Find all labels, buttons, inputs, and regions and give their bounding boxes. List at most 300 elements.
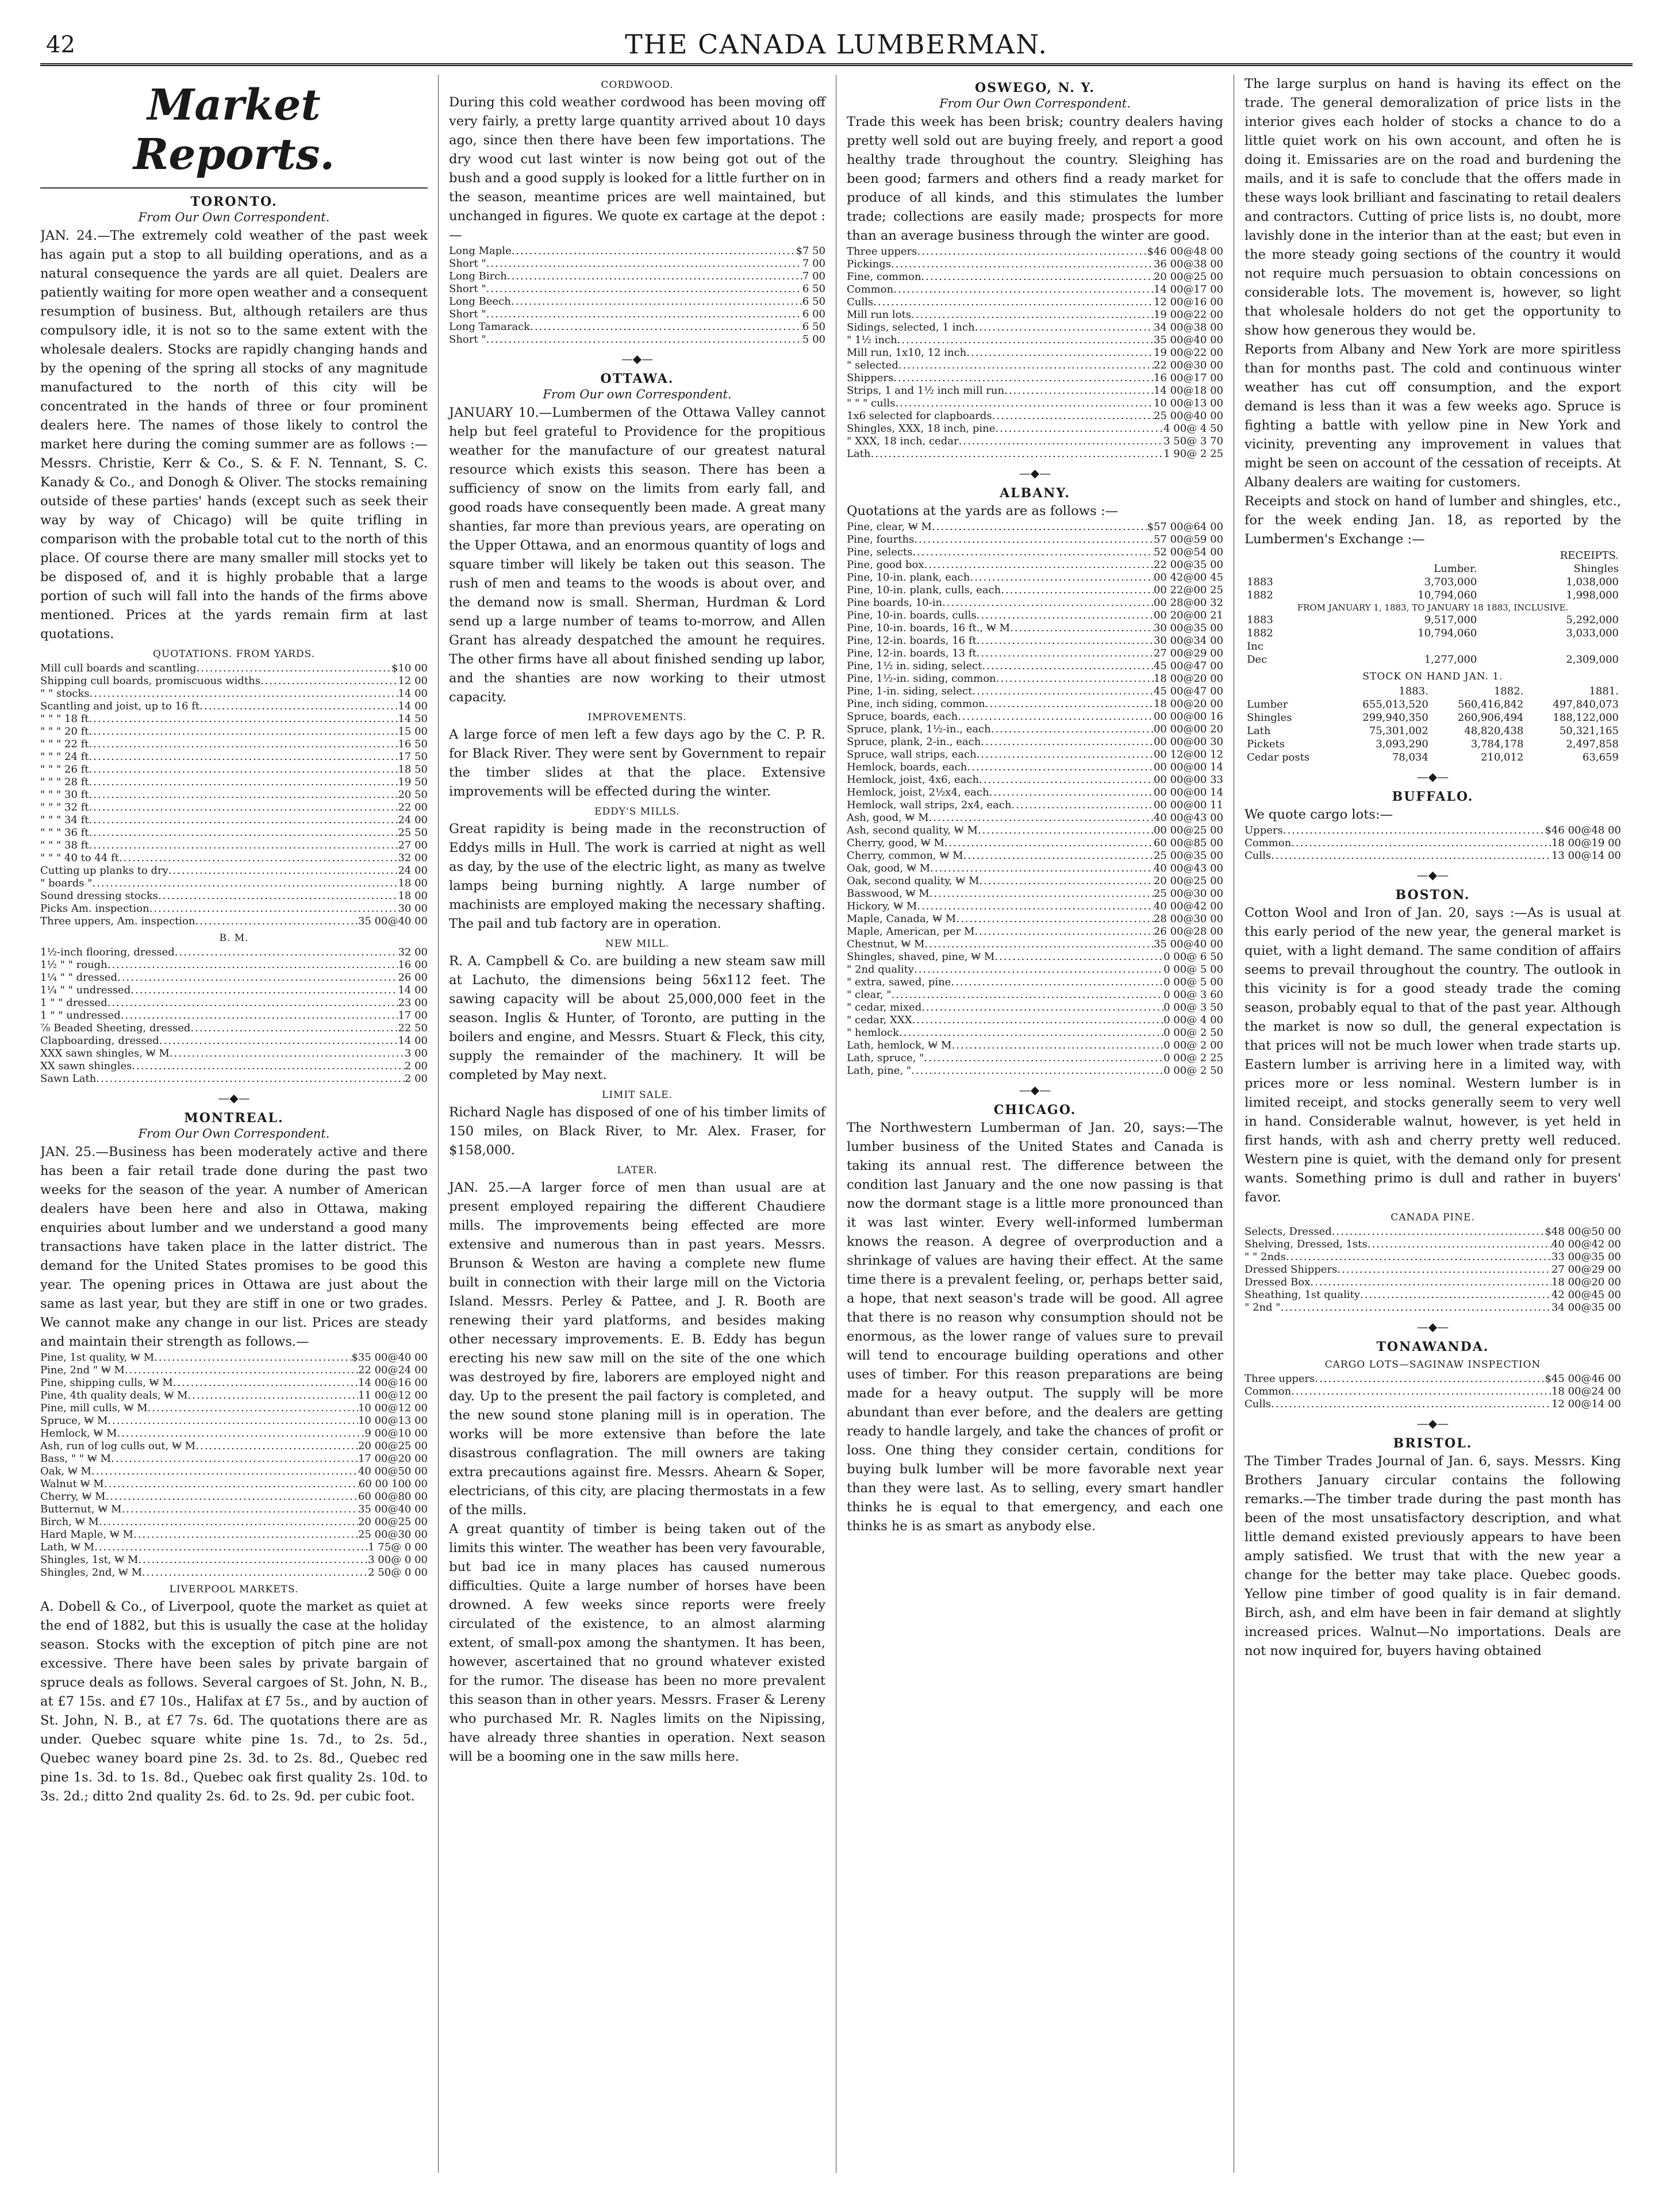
quote-row bbox=[1245, 1385, 1621, 1398]
quote-row bbox=[847, 1065, 1223, 1077]
quote-row bbox=[40, 1453, 428, 1465]
quote-item: Common bbox=[847, 283, 894, 295]
quote-price: 27 00 bbox=[398, 839, 428, 851]
chicago-body-4: Receipts and stock on hand of lumber and shingles, etc., for the week ending Jan. 18, as reported by the Lumbermen's Exchange :— bbox=[1245, 494, 1621, 547]
quote-item: Pine, 4th quality deals, ₩ M bbox=[40, 1389, 188, 1401]
quote-row bbox=[847, 533, 1223, 546]
quote-price: $48 00@50 00 bbox=[1545, 1226, 1621, 1238]
ottawa-body: JANUARY 10.—Lumbermen of the Ottawa Valley cannot help but feel grateful to Providence for the propitious weather for the manufacture of our greatest natural resource which exists this season. There has been a sufficiency of snow on the limits from early fall, and good roads have consequently been made. A great many shanties, far more than previous years, are operating on the Upper Ottawa, and an enormous quantity of logs and square timber will likely be taken out this season. The rush of men and teams to the woods is about over, and the demand now is small. Sherman, Hurdman & Lord send up a large number of teams to-morrow, and Allen Grant has already despatched the amount he requires. The other firms have all about finished sending up labor, and the shanties are now working to their utmost capacity. bbox=[449, 405, 825, 705]
quote-item: Hemlock, ₩ M bbox=[40, 1427, 117, 1439]
quote-row bbox=[40, 1377, 428, 1389]
quote-row bbox=[847, 372, 1223, 385]
oswego-subtitle: From Our Own Correspondent. bbox=[939, 97, 1131, 110]
quote-item: Common bbox=[1245, 1385, 1292, 1397]
quote-item: Long Birch bbox=[449, 270, 507, 282]
quote-row bbox=[847, 584, 1223, 597]
receipts-year: 1883 bbox=[1247, 576, 1273, 588]
dec-label: Dec bbox=[1247, 654, 1268, 666]
quote-row bbox=[1245, 1251, 1621, 1264]
quote-item: Pine, 1½-in. siding, common bbox=[847, 673, 996, 685]
quote-row bbox=[847, 1001, 1223, 1014]
quote-item: Pine, 10-in. plank, each bbox=[847, 571, 970, 583]
quote-row bbox=[847, 723, 1223, 736]
ottawa-title: OTTAWA. bbox=[600, 371, 674, 386]
quote-item: Pine, good box bbox=[847, 559, 924, 571]
quote-price: 35 00@40 00 bbox=[1153, 938, 1223, 950]
quote-price: $46 00@48 00 bbox=[1545, 824, 1621, 836]
receipts-shingles: 1,998,000 bbox=[1566, 589, 1619, 601]
quote-price: 18 00@20 00 bbox=[1551, 1276, 1621, 1288]
quote-price: 32 00 bbox=[398, 946, 428, 958]
quote-row bbox=[1245, 837, 1621, 850]
quote-item: 1 " " dressed bbox=[40, 997, 107, 1009]
quote-item: Culls bbox=[1245, 850, 1272, 862]
oswego-quotes bbox=[847, 245, 1223, 460]
quote-item: Hemlock, joist, 2½x4, each bbox=[847, 786, 989, 798]
quote-row bbox=[847, 875, 1223, 888]
quote-row bbox=[40, 852, 428, 865]
quote-price: 14 50 bbox=[398, 713, 428, 725]
ottawa-subtitle: From Our own Correspondent. bbox=[543, 387, 732, 401]
quote-row bbox=[40, 738, 428, 751]
quote-row bbox=[847, 862, 1223, 875]
quote-price: 0 00@ 4 00 bbox=[1163, 1014, 1223, 1026]
quote-price: 15 00 bbox=[398, 725, 428, 738]
quote-item: Lath, ₩ M bbox=[40, 1541, 95, 1553]
quote-price: 0 00@ 2 00 bbox=[1163, 1039, 1223, 1051]
quote-row bbox=[40, 877, 428, 890]
quote-item: Sawn Lath bbox=[40, 1073, 97, 1085]
stock-year-3: 1881. bbox=[1589, 685, 1619, 697]
quote-price: 0 00@ 3 50 bbox=[1163, 1001, 1223, 1013]
quote-row bbox=[847, 736, 1223, 748]
quote-row bbox=[40, 984, 428, 997]
quote-price: 7 00 bbox=[802, 270, 825, 282]
quote-row bbox=[40, 1503, 428, 1516]
quote-item: Dressed Box bbox=[1245, 1276, 1311, 1288]
quote-price: 00 00@00 20 bbox=[1153, 723, 1223, 735]
quote-price: 18 00 bbox=[398, 877, 428, 889]
stock-table bbox=[1245, 685, 1621, 764]
quote-row bbox=[40, 1541, 428, 1554]
stock-row bbox=[1245, 738, 1621, 751]
quote-row bbox=[40, 763, 428, 776]
quote-row bbox=[1245, 1238, 1621, 1251]
quote-price: 1 75@ 0 00 bbox=[368, 1541, 428, 1553]
quote-price: 30 00@35 00 bbox=[1153, 622, 1223, 634]
quote-row bbox=[847, 635, 1223, 647]
toronto-quotes-heading: QUOTATIONS. FROM YARDS. bbox=[152, 648, 316, 660]
quote-item: " hemlock bbox=[847, 1027, 899, 1039]
quote-price: 19 50 bbox=[398, 776, 428, 788]
quote-price: 3 00@ 0 00 bbox=[368, 1554, 428, 1566]
quote-item: " " " 40 to 44 ft bbox=[40, 852, 119, 864]
quote-row bbox=[449, 283, 825, 295]
quote-item: " " " 20 ft bbox=[40, 725, 89, 738]
quote-row bbox=[847, 837, 1223, 850]
cordwood-body: During this cold weather cordwood has been moving off very fairly, a pretty large quantity arrived about 10 days ago, since then there have been few importations. The dry wood cut last winter is now being got out of the bush and a good supply is looked for a little further on in the season, meantime prices are well maintained, but unchanged in figures. We quote ex cartage at the depot :— bbox=[449, 95, 825, 243]
quote-row bbox=[1245, 1289, 1621, 1301]
quote-row bbox=[847, 748, 1223, 761]
quote-row bbox=[449, 333, 825, 346]
quote-item: 1 " " undressed bbox=[40, 1009, 121, 1021]
quote-price: 00 00@00 14 bbox=[1153, 786, 1223, 798]
quote-item: Cherry, ₩ M bbox=[40, 1491, 106, 1503]
receipts-rows bbox=[1245, 575, 1621, 602]
quote-price: 14 00@18 00 bbox=[1153, 385, 1223, 397]
receipts-row bbox=[1245, 575, 1621, 589]
stock-row bbox=[1245, 724, 1621, 738]
quote-item: Cherry, good, ₩ M bbox=[847, 837, 944, 849]
quote-item: Lath bbox=[847, 448, 871, 460]
quote-row bbox=[847, 423, 1223, 435]
quote-row bbox=[847, 296, 1223, 309]
page-number: 42 bbox=[46, 32, 75, 58]
quote-price: 40 00@42 00 bbox=[1551, 1238, 1621, 1250]
quote-item: Sidings, selected, 1 inch bbox=[847, 321, 975, 333]
quote-price: $57 00@64 00 bbox=[1147, 521, 1223, 533]
quote-item: Dressed Shippers bbox=[1245, 1264, 1338, 1276]
quote-row bbox=[847, 951, 1223, 963]
stock-c: 63,659 bbox=[1583, 751, 1619, 763]
quote-price: 4 00@ 4 50 bbox=[1163, 423, 1223, 435]
dec-lumber: 1,277,000 bbox=[1424, 654, 1477, 666]
quote-row bbox=[847, 309, 1223, 321]
col-lumber: Lumber. bbox=[1434, 563, 1477, 575]
quote-item: Shippers bbox=[847, 372, 894, 384]
quote-item: " selected bbox=[847, 359, 898, 371]
tonawanda-sub: CARGO LOTS—SAGINAW INSPECTION bbox=[1324, 1359, 1541, 1370]
quote-price: 24 00 bbox=[398, 865, 428, 877]
quote-row bbox=[40, 1047, 428, 1060]
boston-body: Cotton Wool and Iron of Jan. 20, says :—As is usual at this early period of the new year, the general market is quiet, with a light demand. The same condition of affairs seems to prevail throughout the country. The outlook in this vicinity is for a good steady trade the coming season, probably equal to that of the past year. Although the market is now so dull, the general expectation is that prices will not be much lower when trade starts up. Eastern lumber is arriving here in a limited way, with prices more or less nominal. Western lumber is in limited receipt, and stocks generally seem to very well in hand. Considerable walnut, however, is yet held in first hands, with ash and cherry pretty well reduced. Western pine is quiet, with the demand only for present wants. Something primo is dull and rather in buyers' favor. bbox=[1245, 905, 1621, 1205]
quote-price: 18 00@20 00 bbox=[1153, 698, 1223, 710]
quote-row bbox=[847, 1014, 1223, 1027]
limit-title: LIMIT SALE. bbox=[602, 1089, 673, 1101]
newmill-title: NEW MILL. bbox=[605, 938, 670, 950]
quote-item: Fine, common bbox=[847, 271, 921, 283]
quote-item: " " " 18 ft bbox=[40, 713, 89, 725]
quote-price: 6 50 bbox=[802, 295, 825, 308]
quote-price: 45 00@47 00 bbox=[1153, 685, 1223, 697]
column-3: OSWEGO, N. Y. From Our Own Correspondent. Trade this week has been brisk; country dealers having pretty well sold out are buying freely, and report a good healthy trade throughout the country. Sleighing has been good; farmers and others find a ready market for produce of all kinds, and this stimulates the lumber trade; collections are easily made; prospects for more than an average business through the winter are good. Three uppers ..... $46 00@48 00 Pickings ..... 36 00@38 00 Fine, common ..... 20 00@25 00 Common ..... 14 00@17 00 Culls ..... 12 00@16 00 Mill run lots ..... 19 00@22 00 Sidings, selected, 1 inch ..... 34 00@38 00 " 1½ inch ..... 35 00@40 00 Mill run, 1x10, 12 inch ..... 19 00@22 00 " selected ..... 22 00@30 00 Shippers ..... 16 00@17 00 Strips, 1 and 1½ inch mill run ..... 14 00@18 00 " " " culls ..... 10 00@13 00 1x6 selected for clapboards ..... 25 00@40 00 Shingles, XXX, 18 inch, pine ..... 4 00@ 4 50 " XXX, 18 inch, cedar ..... 3 50@ 3 70 Lath ..... 1 90@ 2 25 —◆— ALBANY. Quotations at the yards are as follows :— Pine, clear, ₩ M ..... $57 00@64 00 Pine, fourths ..... 57 00@59 00 Pine, selects ..... 52 00@54 00 Pine, good box ..... 22 00@35 00 Pine, 10-in. plank, each ..... 00 42@00 45 Pine, 10-in. plank, culls, each ..... 00 22@00 25 Pine boards, 10-in ..... 00 28@00 32 Pine, 10-in. boards, culls ..... 00 20@00 21 Pine, 10-in. boards, 16 ft., ₩ M ..... 30 00@35 00 Pine, 12-in. boards, 16 ft ..... 30 00@34 00 Pine, 12-in. boards, 13 ft ..... 27 00@29 00 Pine, 1½ in. siding, select ..... 45 00@47 00 Pine, 1½-in. siding, common ..... 18 00@20 00 Pine, 1-in. siding, select ..... 45 00@47 00 Pine, inch siding, common ..... 18 00@20 00 Spruce, boards, each ..... 00 00@00 16 Spruce, plank, 1½-in., each ..... 00 00@00 20 Spruce, plank, 2-in., each ..... 00 00@00 30 Spruce, wall strips, each ..... 00 12@00 12 Hemlock, boards, each ..... 00 00@00 14 Hemlock, joist, 4x6, each ..... 00 00@00 33 Hemlock, joist, 2½x4, each ..... 00 00@00 14 Hemlock, wall strips, 2x4, each ..... 00 00@00 11 Ash, good, ₩ M ..... 40 00@43 00 Ash, second quality, ₩ M ..... 00 00@25 00 Cherry, good, ₩ M ..... 60 00@85 00 Cherry, common, ₩ M ..... 25 00@35 00 Oak, good, ₩ M ..... 40 00@43 00 Oak, second quality, ₩ M ..... 20 00@25 00 Basswood, ₩ M ..... 25 00@30 00 Hickory, ₩ M ..... 40 00@42 00 Maple, Canada, ₩ M ..... 28 00@30 00 Maple, American, per M ..... 26 00@28 00 Chestnut, ₩ M ..... 35 00@40 00 Shingles, shaved, pine, ₩ M ..... 0 00@ 6 50 " 2nd quality ..... 0 00@ 5 00 " extra, sawed, pine ..... 0 00@ 5 00 " clear, " ..... 0 00@ 3 60 " cedar, mixed ..... 0 00@ 3 50 " cedar, XXX ..... 0 00@ 4 00 " hemlock ..... 0 00@ 2 50 Lath, hemlock, ₩ M ..... 0 00@ 2 00 Lath, spruce, " ..... 0 00@ 2 25 Lath, pine, " ..... 0 00@ 2 50 —◆— CHICAGO. The Northwestern Lumberman of Jan. 20, says:—The lumber business of the United States and Canada is taking its annual rest. The difference between the condition last January and the one now passing is that now the dormant stage is a little more pronounced than it was last winter. Every well-informed lumberman knows the reason. A degree of overproduction and a shrinkage of values are having their effect. At the same time there is a prevalent feeling, or, perhaps better said, a hope, that next season's trade will be good. All agree that there is no reason why consumption should not be enormous, as the lower range of values sure to prevail will tend to encourage building operations and other uses of timber. For this reason preparations are being made for a heavy output. The supply will be more abundant than ever before, and the dealers are getting ready to handle largely, and take the chances of profit or loss. One thing they consider certain, conditions for buying bulk lumber will be more favorable next year than they were last. As to selling, every smart handler thinks he is equal to that emergency, and each one thinks he is as smart as anybody else. bbox=[836, 75, 1234, 2173]
stock-row bbox=[1245, 698, 1621, 711]
quote-item: ⅞ Beaded Sheeting, dressed bbox=[40, 1022, 191, 1034]
quote-item: Shingles, shaved, pine, ₩ M bbox=[847, 951, 995, 963]
quote-price: 0 00@ 2 50 bbox=[1163, 1065, 1223, 1077]
quote-row bbox=[847, 913, 1223, 925]
quote-item: Shelving, Dressed, 1sts bbox=[1245, 1238, 1368, 1250]
quote-item: Pine, 1-in. siding, select bbox=[847, 685, 973, 697]
receipts-year: 1882 bbox=[1247, 627, 1273, 639]
quote-item: Strips, 1 and 1½ inch mill run bbox=[847, 385, 1005, 397]
quote-row bbox=[847, 571, 1223, 584]
montreal-quotes bbox=[40, 1351, 428, 1579]
quote-price: 14 00 bbox=[398, 700, 428, 712]
quote-price: 25 00@40 00 bbox=[1153, 410, 1223, 422]
quote-item: Hemlock, joist, 4x6, each bbox=[847, 774, 980, 786]
quote-price: 3 00 bbox=[404, 1047, 428, 1059]
quote-item: Birch, ₩ M bbox=[40, 1516, 99, 1528]
quote-item: Long Tamarack bbox=[449, 321, 531, 333]
quote-row bbox=[40, 1516, 428, 1529]
quote-price: 2 00 bbox=[404, 1060, 428, 1072]
quote-item: " " " 36 ft bbox=[40, 827, 89, 839]
quote-price: 19 00@22 00 bbox=[1153, 347, 1223, 359]
quote-item: Pine, 10-in. plank, culls, each bbox=[847, 584, 1001, 596]
eddys-body: Great rapidity is being made in the reconstruction of Eddys mills in Hull. The work is carried at night as well as day, by the use of the electric light, as many as twelve lamps being burning nightly. A large number of machinists are employed making the necessary shafting. The pail and tub factory are in operation. bbox=[449, 821, 825, 931]
quote-price: 34 00@38 00 bbox=[1153, 321, 1223, 333]
quote-row bbox=[847, 271, 1223, 283]
quote-row bbox=[40, 675, 428, 688]
quote-price: 40 00@42 00 bbox=[1153, 900, 1223, 912]
montreal-title: MONTREAL. bbox=[184, 1111, 284, 1126]
quote-row bbox=[1245, 1264, 1621, 1276]
quote-price: 11 00@12 00 bbox=[358, 1389, 428, 1401]
quote-item: Basswood, ₩ M bbox=[847, 888, 930, 900]
later-title: LATER. bbox=[617, 1165, 658, 1176]
liverpool-title: LIVERPOOL MARKETS. bbox=[169, 1584, 299, 1595]
quote-row bbox=[847, 521, 1223, 533]
newspaper-page bbox=[40, 29, 1633, 2173]
quote-item: Pine, 1½ in. siding, select bbox=[847, 660, 982, 672]
quote-row bbox=[40, 946, 428, 959]
quote-item: Uppers bbox=[1245, 824, 1283, 836]
quote-item: Pine, mill culls, ₩ M bbox=[40, 1402, 148, 1414]
quote-price: 25 00@30 00 bbox=[1153, 888, 1223, 900]
quote-item: Maple, American, per M bbox=[847, 925, 975, 938]
quote-price: 12 00@14 00 bbox=[1551, 1398, 1621, 1410]
quote-row bbox=[847, 673, 1223, 685]
stock-item: Lath bbox=[1247, 725, 1271, 737]
receipts-lumber: 10,794,060 bbox=[1418, 627, 1477, 639]
quote-row bbox=[847, 685, 1223, 698]
quote-item: " 2nd quality bbox=[847, 963, 915, 976]
stock-b: 48,820,438 bbox=[1464, 725, 1524, 737]
quote-price: 0 00@ 3 60 bbox=[1163, 989, 1223, 1001]
quote-row bbox=[847, 799, 1223, 812]
quote-price: 60 00@85 00 bbox=[1153, 837, 1223, 849]
quote-price: 26 00 bbox=[398, 971, 428, 984]
quote-item: Pine, selects bbox=[847, 546, 913, 558]
quote-price: 18 00@24 00 bbox=[1551, 1385, 1621, 1397]
quote-price: 14 00@16 00 bbox=[358, 1377, 428, 1389]
quote-row bbox=[40, 1554, 428, 1566]
quote-price: 6 50 bbox=[802, 283, 825, 295]
toronto-bm-quotes bbox=[40, 946, 428, 1085]
receipts-label: RECEIPTS. bbox=[1560, 550, 1619, 562]
quote-price: 14 00@17 00 bbox=[1153, 283, 1223, 295]
quote-item: Short " bbox=[449, 308, 486, 320]
quote-row bbox=[40, 971, 428, 984]
quote-item: XX sawn shingles bbox=[40, 1060, 132, 1072]
quote-row bbox=[449, 295, 825, 308]
albany-intro: Quotations at the yards are as follows :— bbox=[847, 504, 1119, 519]
quote-price: 17 50 bbox=[398, 751, 428, 763]
quote-price: 27 00@29 00 bbox=[1153, 647, 1223, 659]
quote-price: 6 50 bbox=[802, 321, 825, 333]
quote-row bbox=[847, 963, 1223, 976]
stock-row bbox=[1245, 711, 1621, 724]
receipts-row bbox=[1245, 613, 1621, 627]
quote-item: Spruce, wall strips, each bbox=[847, 748, 977, 761]
stock-item: Shingles bbox=[1247, 712, 1292, 724]
chicago-title: CHICAGO. bbox=[993, 1103, 1077, 1117]
quote-price: 10 00@13 00 bbox=[1153, 397, 1223, 409]
quote-price: 0 00@ 2 50 bbox=[1163, 1027, 1223, 1039]
quote-row bbox=[1245, 850, 1621, 862]
quote-price: 00 00@00 11 bbox=[1153, 799, 1223, 811]
quote-price: 18 00@20 00 bbox=[1153, 673, 1223, 685]
quote-item: Selects, Dressed bbox=[1245, 1226, 1332, 1238]
quote-row bbox=[847, 698, 1223, 711]
stock-a: 75,301,002 bbox=[1369, 725, 1428, 737]
quote-item: " clear, " bbox=[847, 989, 892, 1001]
quote-price: 32 00 bbox=[398, 852, 428, 864]
quote-item: Picks Am. inspection bbox=[40, 903, 149, 915]
quote-row bbox=[847, 976, 1223, 989]
column-4: The large surplus on hand is having its effect on the trade. The general demoralization of price lists in the interior gives each holder of stocks a chance to do a little quiet work on his own account, and often he is doing it. Emissaries are on the road and burdening the mails, and it is safe to conclude that the offers made in these ways look brilliant and fascinating to retail dealers and contractors. Cutting of price lists is, no doubt, more lavishly done in the interior than at the east; but even in the more steady going sections of the country it would not require much persuasion to obtain concessions on considerable lots. The movement is, however, so light that wholesale holders do not get the opportunity to show how generous they would be. Reports from Albany and New York are more spiritless than for months past. The cold and continuous winter weather has cut off consumption, and the export demand is less than it was a few weeks ago. Spruce is fighting a battle with yellow pine in New York and vicinity, preventing any improvement in values that might be seen on account of the cessation of receipts. At Albany dealers are waiting for customers. Receipts and stock on hand of lumber and shingles, etc., for the week ending Jan. 18, as reported by the Lumbermen's Exchange :— RECEIPTS. Lumber. Shingles 1883 3,703,000 1,038,000 1882 10,794,060 1,998,000 FROM JANUARY 1, 1883, TO JANUARY 18 1883, INCLUSIVE. 1883 9,517,000 5,292,000 1882 10,794,060 3,033,000 Inc Dec 1,277,000 2,309,000 STOCK ON HAND JAN. 1. 1883. 1882. 1881. Lumber 655,013,520 560,416,842 497,840,073 Shingles 299,940,350 260,906,494 188,122,000 Lath 75,301,002 48,820,438 50,321,165 Pickets 3,093,290 3,784,178 2,497,858 Cedar posts 78,034 210,012 63,659 —◆— BUFFALO. We quote cargo lots:— Uppers ..... $46 00@48 00 Common ..... 18 00@19 00 Culls ..... 13 00@14 00 —◆— BOSTON. Cotton Wool and Iron of Jan. 20, says :—As is usual at this early period of the new year, the general market is quiet, with a light demand. The same condition of affairs seems to prevail throughout the country. The outlook in this vicinity is for a good steady trade the coming season, probably equal to that of the past year. Although the market is now so dull, the general expectation is that prices will not be much lower when trade starts up. Eastern lumber is arriving here in a limited way, with prices more or less nominal. Western lumber is in limited receipt, and stocks generally seem to very well in hand. Considerable walnut, however, is yet held in first hands, with ash and cherry pretty well reduced. Western pine is quiet, with the demand only for present wants. Something primo is dull and rather in buyers' favor. CANADA PINE. Selects, Dressed ..... $48 00@50 00 Shelving, Dressed, 1sts ..... 40 00@42 00 " " 2nds ..... 33 00@35 00 Dressed Shippers ..... 27 00@29 00 Dressed Box ..... 18 00@20 00 Sheathing, 1st quality ..... 42 00@45 00 " 2nd " ..... 34 00@35 00 —◆— TONAWANDA. CARGO LOTS—SAGINAW INSPECTION Three uppers ..... $45 00@46 00 Common ..... 18 00@24 00 Culls ..... 12 00@14 00 —◆— BRISTOL. The Timber Trades Journal of Jan. 6, says. Messrs. King Brothers January circular contains the following remarks.—The timber trade during the past month has been of the most unsatisfactory description, and what little demand existed previously appears to have been amply satisfied. We trust that with the new year a change for the better may take place. Quebec goods. Yellow pine timber of good quality is in fair demand. Birch, ash, and elm have been in fair demand at slightly increased prices. Walnut—No importations. Deals are not now inquired for, buyers having obtained bbox=[1234, 75, 1631, 2173]
quote-item: " " stocks bbox=[40, 688, 90, 700]
quote-item: Shingles, 2nd, ₩ M bbox=[40, 1566, 143, 1579]
quote-row bbox=[847, 258, 1223, 271]
quote-price: 33 00@35 00 bbox=[1551, 1251, 1621, 1263]
stock-a: 299,940,350 bbox=[1362, 712, 1428, 724]
quote-price: 16 00 bbox=[398, 959, 428, 971]
quote-row bbox=[449, 245, 825, 258]
stock-row bbox=[1245, 751, 1621, 764]
cordwood-title: CORDWOOD. bbox=[601, 79, 674, 91]
quote-item: 1x6 selected for clapboards bbox=[847, 410, 992, 422]
quote-item: Pine, fourths bbox=[847, 533, 915, 546]
quote-price: 25 00@30 00 bbox=[358, 1529, 428, 1541]
quote-price: 00 12@00 12 bbox=[1153, 748, 1223, 761]
quote-item: Shingles, XXX, 18 inch, pine bbox=[847, 423, 996, 435]
quote-price: 22 00 bbox=[398, 801, 428, 813]
quote-row bbox=[847, 283, 1223, 296]
quote-row bbox=[40, 713, 428, 725]
quote-item: 1½ " " rough bbox=[40, 959, 107, 971]
quote-price: 40 00@43 00 bbox=[1153, 812, 1223, 824]
quote-row bbox=[40, 1440, 428, 1453]
quote-row bbox=[847, 609, 1223, 622]
quote-price: 24 00 bbox=[398, 814, 428, 826]
quote-price: 17 00 bbox=[398, 1009, 428, 1021]
quote-price: 22 00@24 00 bbox=[358, 1364, 428, 1376]
quote-row bbox=[847, 938, 1223, 951]
quote-row bbox=[1245, 824, 1621, 837]
quote-row bbox=[847, 397, 1223, 410]
stock-c: 497,840,073 bbox=[1553, 698, 1619, 711]
toronto-body: JAN. 24.—The extremely cold weather of the past week has again put a stop to all building operations, and as a natural consequence the yards are all quiet. Dealers are patiently waiting for more open weather and a consequent resumption of business. But, although retailers are thus compulsory idle, it is not so to the same extent with the wholesale dealers. Stocks are rapidly changing hands and by the opening of the spring all stocks of any magnitude manufactured to the north of this city will be concentrated in the hands of three or four prominent dealers here. The names of those likely to control the market here during the coming summer are as follows :—Messrs. Christie, Kerr & Co., S. & F. N. Tennant, S. C. Kanady & Co., and Donogh & Oliver. The stocks remaining outside of these parties' hands (except such as seek their way by way of Chicago) will be quite trifling in comparison with the probable total cut to the north of this place. Of course there are many smaller mill stocks yet to be disposed of, and it is highly probable that a large portion of such will fall into the hands of the firms above mentioned. Prices at the yards remain firm at last quotations. bbox=[40, 228, 428, 642]
market-reports-heading: Market Reports. bbox=[133, 80, 335, 179]
quote-row bbox=[847, 359, 1223, 372]
newmill-body: R. A. Campbell & Co. are building a new steam saw mill at Lachuto, the dimensions being 56x112 feet. The sawing capacity will be about 25,000,000 feet in the season. Inglis & Hunter, of Toronto, are putting in the boilers and engine, and Messrs. Stuart & Fleck, this city, supply the remainder of the machinery. It will be completed by May next. bbox=[449, 954, 825, 1082]
quote-price: 6 00 bbox=[802, 308, 825, 320]
quote-row bbox=[449, 308, 825, 321]
quote-row bbox=[1245, 1373, 1621, 1385]
quote-price: 34 00@35 00 bbox=[1551, 1301, 1621, 1314]
quote-price: 00 22@00 25 bbox=[1153, 584, 1223, 596]
toronto-bm-heading: B. M. bbox=[219, 932, 249, 944]
quote-row bbox=[847, 1039, 1223, 1052]
quote-item: Lath, spruce, " bbox=[847, 1052, 924, 1064]
quote-item: Spruce, boards, each bbox=[847, 711, 958, 723]
quote-price: 7 00 bbox=[802, 258, 825, 270]
quote-item: " XXX, 18 inch, cedar bbox=[847, 435, 959, 447]
quote-item: Spruce, ₩ M bbox=[40, 1415, 108, 1427]
quote-price: 40 00@43 00 bbox=[1153, 862, 1223, 874]
quote-row bbox=[1245, 1226, 1621, 1238]
quote-item: Shipping cull boards, promiscuous widths bbox=[40, 675, 260, 687]
quote-item: " " " 38 ft bbox=[40, 839, 89, 851]
quote-price: 00 00@00 30 bbox=[1153, 736, 1223, 748]
quote-row bbox=[847, 321, 1223, 334]
quote-item: " " " 22 ft bbox=[40, 738, 89, 750]
quote-price: 30 00@34 00 bbox=[1153, 635, 1223, 647]
quote-row bbox=[40, 801, 428, 814]
quote-price: 5 00 bbox=[802, 333, 825, 345]
quote-price: 14 00 bbox=[398, 688, 428, 700]
quote-price: 00 20@00 21 bbox=[1153, 609, 1223, 621]
page-title: THE CANADA LUMBERMAN. bbox=[625, 29, 1048, 60]
quote-row bbox=[847, 245, 1223, 258]
quote-price: 35 00@40 00 bbox=[358, 915, 428, 927]
quote-row bbox=[847, 559, 1223, 571]
quote-item: " 2nd " bbox=[1245, 1301, 1281, 1314]
quote-item: Shingles, 1st, ₩ M bbox=[40, 1554, 139, 1566]
quote-price: 0 00@ 2 25 bbox=[1163, 1052, 1223, 1064]
quote-item: Oak, ₩ M bbox=[40, 1465, 91, 1477]
quote-item: Pine, 10-in. boards, culls bbox=[847, 609, 977, 621]
quote-row bbox=[847, 812, 1223, 824]
quote-price: 00 28@00 32 bbox=[1153, 597, 1223, 609]
albany-title: ALBANY. bbox=[1000, 486, 1070, 501]
cordwood-quotes bbox=[449, 245, 825, 346]
quote-price: 18 50 bbox=[398, 763, 428, 775]
quote-price: 12 00 bbox=[398, 675, 428, 687]
quote-price: 27 00@29 00 bbox=[1551, 1264, 1621, 1276]
quote-row bbox=[847, 622, 1223, 635]
quote-price: 12 00@16 00 bbox=[1153, 296, 1223, 308]
quote-row bbox=[847, 410, 1223, 423]
stock-b: 3,784,178 bbox=[1470, 738, 1524, 750]
quote-item: 1½-inch flooring, dressed bbox=[40, 946, 175, 958]
quote-row bbox=[40, 1060, 428, 1073]
quote-item: Cutting up planks to dry bbox=[40, 865, 168, 877]
stock-label: STOCK ON HAND JAN. 1. bbox=[1362, 671, 1503, 682]
quote-row bbox=[449, 321, 825, 333]
quote-price: $10 00 bbox=[391, 662, 428, 674]
quote-item: Sound dressing stocks bbox=[40, 890, 158, 902]
quote-row bbox=[40, 1427, 428, 1440]
quote-row bbox=[40, 662, 428, 675]
quote-item: " " " 24 ft bbox=[40, 751, 89, 763]
quote-row bbox=[1245, 1301, 1621, 1314]
quote-row bbox=[847, 824, 1223, 837]
quote-price: 60 00 100 00 bbox=[358, 1478, 428, 1490]
quote-price: 20 00@25 00 bbox=[358, 1440, 428, 1452]
stock-item: Lumber bbox=[1247, 698, 1288, 711]
quote-item: Mill cull boards and scantling bbox=[40, 662, 197, 674]
chicago-body-2: The large surplus on hand is having its effect on the trade. The general demoralization of price lists in the interior gives each holder of stocks a chance to do a little quiet work on his own account, and often he is doing it. Emissaries are on the road and burdening the mails, and it is safe to conclude that the offers made in these ways look brilliant and fascinating to retail dealers and contractors. Cutting of price lists is, no doubt, more lavishly done in the interior than at the east; but even in the more steady going sections of the country it would not require much persuasion to obtain concessions on considerable lots. The movement is, however, so light that wholesale holders do not get the opportunity to show how generous they would be. bbox=[1245, 76, 1621, 338]
quote-item: " " " 28 ft bbox=[40, 776, 89, 788]
quote-row bbox=[40, 1009, 428, 1022]
quote-item: " " " 26 ft bbox=[40, 763, 89, 775]
quote-price: 35 00@40 00 bbox=[1153, 334, 1223, 346]
quote-item: Mill run, 1x10, 12 inch bbox=[847, 347, 967, 359]
quote-item: Ash, good, ₩ M bbox=[847, 812, 929, 824]
